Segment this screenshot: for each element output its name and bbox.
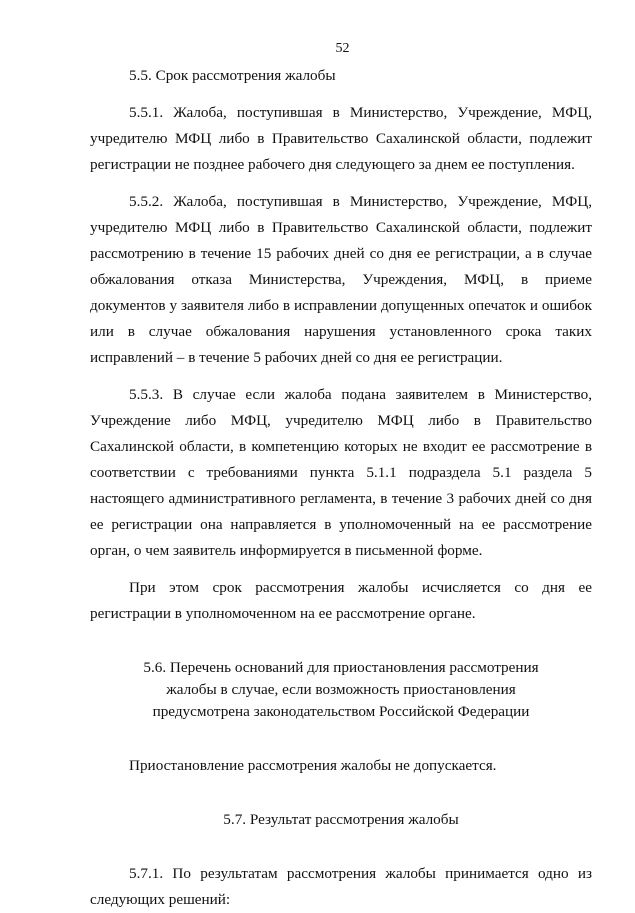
paragraph-5-5-3: 5.5.3. В случае если жалоба подана заявителем в Министерство, Учреждение либо МФЦ, учредителю МФЦ либо в Правительство Сахалинской области, в компетенцию которых не входит ее рассмотрение в соответствии с требованиями пункта 5.1.1 подраздела 5.1 раздела 5 настоящего административного регламента, в течение 3 рабочих дней со дня ее регистрации она направляется в уполномоченный на ее рассмотрение орган, о чем заявитель информируется в письменной форме. <box>90 386 592 559</box>
paragraph-5-7-1: 5.7.1. По результатам рассмотрения жалобы принимается одно из следующих решений: <box>90 865 592 908</box>
page-number: 52 <box>335 41 350 56</box>
section-title-5-7: 5.7. Результат рассмотрения жалобы <box>223 811 459 828</box>
document-body <box>90 63 592 913</box>
paragraph-5-5-1: 5.5.1. Жалоба, поступившая в Министерство, Учреждение, МФЦ, учредителю МФЦ либо в Правительство Сахалинской области, подлежит регистрации не позднее рабочего дня следующего за днем ее поступления. <box>90 104 592 173</box>
section-title-5-6-line-2: жалобы в случае, если возможность приостановления <box>166 681 516 698</box>
paragraph-note: При этом срок рассмотрения жалобы исчисляется со дня ее регистрации в уполномоченном на ее рассмотрение органе. <box>90 579 592 622</box>
section-title-5-6-line-1: 5.6. Перечень оснований для приостановления рассмотрения <box>143 659 539 676</box>
paragraph-5-6-body: Приостановление рассмотрения жалобы не допускается. <box>129 757 497 774</box>
paragraph-5-5-2: 5.5.2. Жалоба, поступившая в Министерство, Учреждение, МФЦ, учредителю МФЦ либо в Правительство Сахалинской области, подлежит рассмотрению в течение 15 рабочих дней со дня ее регистрации, а в случае обжалования отказа Министерства, Учреждения, МФЦ, в приеме документов у заявителя либо в исправлении допущенных опечаток и ошибок или в случае обжалования нарушения установленного срока таких исправлений – в течение 5 рабочих дней со дня ее регистрации. <box>90 193 592 366</box>
section-heading-5-5: 5.5. Срок рассмотрения жалобы <box>129 67 336 84</box>
section-title-5-6-line-3: предусмотрена законодательством Российской Федерации <box>152 703 530 720</box>
